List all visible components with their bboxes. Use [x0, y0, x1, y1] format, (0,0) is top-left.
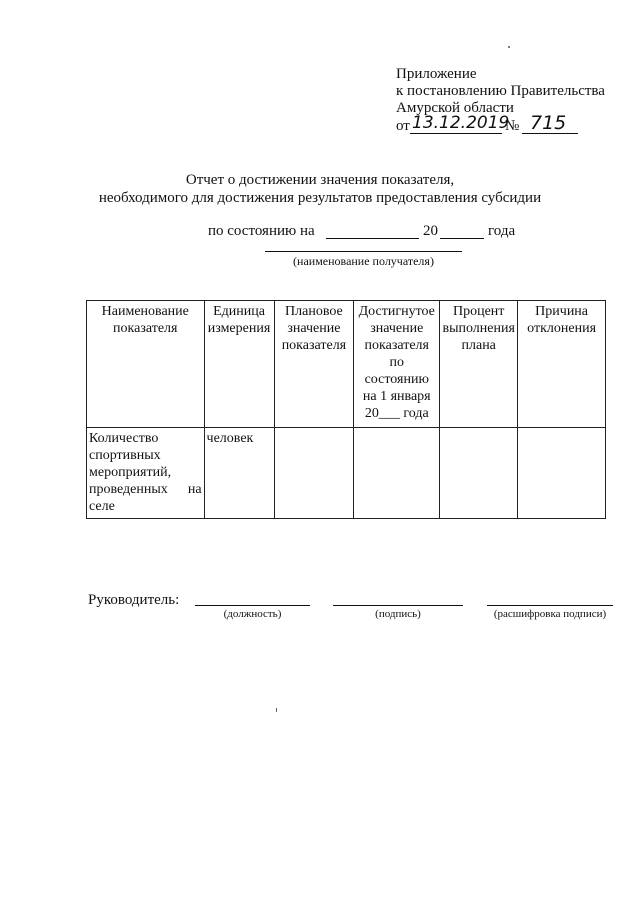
signature-caption: (подпись)	[375, 608, 421, 620]
table-header-row	[87, 301, 606, 428]
table-row	[87, 428, 606, 519]
appendix-line-1: Приложение	[396, 66, 477, 82]
signature-label: Руководитель:	[88, 592, 180, 608]
header-completion-percent: Процент выполнения плана	[440, 301, 518, 428]
header-achieved-value: Достигнутое значение показателя по состоянию на 1 января 20___ года	[354, 301, 440, 428]
position-line	[195, 605, 310, 606]
appendix-line-2: к постановлению Правительства	[396, 83, 605, 99]
scan-speck	[276, 708, 277, 712]
recipient-name-line	[265, 251, 462, 252]
cell-indicator-name: Количество спортивных мероприятий, проведенных на селе	[87, 428, 205, 519]
date-underline	[410, 133, 502, 134]
report-title-line-1: Отчет о достижении значения показателя,	[185, 172, 455, 188]
cell-unit: человек	[204, 428, 274, 519]
position-caption: (должность)	[223, 608, 282, 620]
decoding-caption: (расшифровка подписи)	[493, 608, 607, 620]
appendix-number-prefix: №	[505, 118, 520, 134]
scan-speck	[508, 46, 510, 48]
as-of-label: по состоянию на	[208, 223, 315, 239]
report-title-line-2: необходимого для достижения результатов предоставления субсидии	[98, 190, 542, 206]
header-planned-value: Плановое значение показателя	[274, 301, 354, 428]
signature-line	[333, 605, 463, 606]
as-of-date-line	[326, 238, 419, 239]
as-of-year-prefix: 20	[423, 223, 438, 239]
decoding-line	[487, 605, 613, 606]
header-unit: Единица измерения	[204, 301, 274, 428]
header-deviation-reason: Причина отклонения	[518, 301, 606, 428]
number-underline	[522, 133, 578, 134]
indicator-table	[86, 300, 606, 519]
cell-completion-percent	[440, 428, 518, 519]
cell-achieved-value	[354, 428, 440, 519]
appendix-date-handwritten: 13.12.2019	[412, 113, 510, 133]
cell-deviation-reason	[518, 428, 606, 519]
recipient-caption: (наименование получателя)	[293, 254, 434, 268]
as-of-year-line	[440, 238, 484, 239]
appendix-line-3: Амурской области	[396, 100, 514, 116]
appendix-date-prefix: от	[396, 118, 410, 134]
as-of-year-suffix: года	[488, 223, 516, 239]
header-indicator-name: Наименование показателя	[87, 301, 205, 428]
appendix-number-handwritten: 715	[530, 112, 567, 134]
cell-planned-value	[274, 428, 354, 519]
